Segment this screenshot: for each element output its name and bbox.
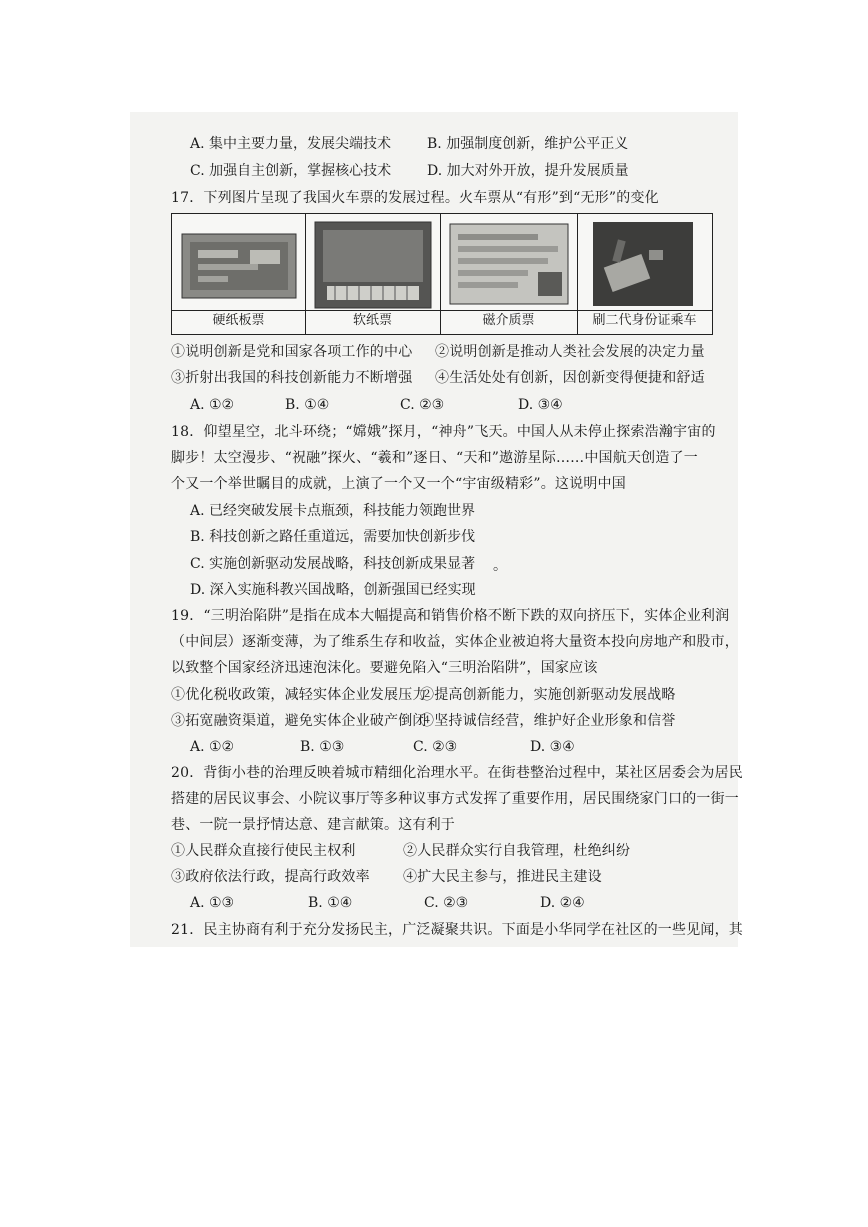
q18-stem-line-3: 个又一个举世瞩目的成就，上演了一个又一个“宇宙级精彩”。这说明中国 (171, 476, 626, 492)
caption-id-card: 刷二代身份证乘车 (592, 313, 697, 328)
q17-statement-4: ④生活处处有创新，因创新变得便捷和舒适 (435, 370, 705, 386)
q19-statement-2: ②提高创新能力，实施创新驱动发展战略 (420, 687, 676, 703)
q20-stem-line-2: 搭建的居民议事会、小院议事厅等多种议事方式发挥了重要作用，居民围绕家门口的一街一 (171, 791, 739, 807)
caption-divider (440, 310, 577, 311)
hard-card-ticket-image (180, 220, 298, 302)
caption-hard-card: 硬纸板票 (212, 313, 265, 328)
q18-stem-line-2: 脚步！太空漫步、“祝融”探火、“羲和”逐日、“天和”遨游星际……中国航天创造了一 (171, 450, 698, 466)
q19-statement-4: ④坚持诚信经营，维护好企业形象和信誉 (420, 713, 676, 729)
q19-choice-a: A. ①② (190, 739, 235, 755)
caption-magnetic: 磁介质票 (482, 313, 535, 328)
q18-option-c: C. 实施创新驱动发展战略，科技创新成果显著 (190, 556, 476, 572)
ticket-cell-2 (305, 214, 441, 334)
soft-paper-ticket-image (313, 220, 433, 310)
q17-statement-2: ②说明创新是推动人类社会发展的决定力量 (435, 344, 705, 360)
q20-statement-2: ②人民群众实行自我管理，杜绝纠纷 (403, 843, 631, 859)
q16-option-a: A. 集中主要力量，发展尖端技术 (190, 136, 392, 152)
q17-statement-3: ③折射出我国的科技创新能力不断增强 (171, 370, 413, 386)
q17-stem: 17．下列图片呈现了我国火车票的发展过程。火车票从“有形”到“无形”的变化 (171, 190, 659, 206)
stray-mark: 。 (493, 558, 507, 574)
q18-option-a: A. 已经突破发展卡点瓶颈，科技能力领跑世界 (190, 503, 476, 519)
q20-choice-d: D. ②④ (540, 895, 585, 911)
q20-stem-line-3: 巷、一院一景抒情达意、建言献策。这有利于 (171, 817, 455, 833)
id-card-scan-image (585, 220, 701, 306)
caption-divider (577, 310, 712, 311)
q19-stem-line-1: 19．“三明治陷阱”是指在成本大幅提高和销售价格不断下跌的双向挤压下，实体企业利润 (171, 608, 730, 624)
q16-option-d: D. 加大对外开放，提升发展质量 (427, 163, 629, 179)
q17-statement-1: ①说明创新是党和国家各项工作的中心 (171, 344, 413, 360)
q19-choice-d: D. ③④ (530, 739, 575, 755)
q19-statement-3: ③拓宽融资渠道，避免实体企业破产倒闭 (171, 713, 427, 729)
ticket-cell-4 (577, 214, 712, 334)
q20-choice-a: A. ①③ (190, 895, 235, 911)
q17-choice-a: A. ①② (190, 397, 235, 413)
q20-choice-c: C. ②③ (424, 895, 469, 911)
q18-option-b: B. 科技创新之路任重道远，需要加快创新步伐 (190, 529, 476, 545)
ticket-cell-3 (440, 214, 578, 334)
q19-stem-line-3: 以致整个国家经济迅速泡沫化。要避免陷入“三明治陷阱”，国家应该 (171, 660, 598, 676)
caption-divider (305, 310, 440, 311)
q18-option-d: D. 深入实施科教兴国战略，创新强国已经实现 (190, 582, 476, 598)
magnetic-ticket-image (448, 220, 570, 306)
q20-statement-4: ④扩大民主参与，推进民主建设 (403, 869, 602, 885)
q16-option-c: C. 加强自主创新，掌握核心技术 (190, 163, 392, 179)
q19-choice-b: B. ①③ (300, 739, 345, 755)
caption-divider (172, 310, 305, 311)
q19-stem-line-2: （中间层）逐渐变薄，为了维系生存和收益，实体企业被迫将大量资本投向房地产和股市， (171, 634, 739, 650)
q21-stem-line-1: 21．民主协商有利于充分发扬民主，广泛凝聚共识。下面是小华同学在社区的一些见闻，其 (171, 922, 744, 938)
q17-choice-c: C. ②③ (400, 397, 445, 413)
q17-choice-d: D. ③④ (518, 397, 563, 413)
q20-statement-1: ①人民群众直接行使民主权利 (171, 843, 356, 859)
caption-soft-paper: 软纸票 (352, 313, 392, 328)
ticket-figure (171, 213, 713, 335)
q20-choice-b: B. ①④ (308, 895, 353, 911)
q18-stem-line-1: 18．仰望星空，北斗环绕；“嫦娥”探月，“神舟”飞天。中国人从未停止探索浩瀚宇宙的 (171, 424, 716, 440)
q19-statement-1: ①优化税收政策，减轻实体企业发展压力 (171, 687, 427, 703)
q20-statement-3: ③政府依法行政，提高行政效率 (171, 869, 370, 885)
q20-stem-line-1: 20．背街小巷的治理反映着城市精细化治理水平。在街巷整治过程中，某社区居委会为居民 (171, 765, 744, 781)
q19-choice-c: C. ②③ (413, 739, 458, 755)
q16-option-b: B. 加强制度创新，维护公平正义 (427, 136, 629, 152)
ticket-cell-1 (172, 214, 306, 334)
q17-choice-b: B. ①④ (285, 397, 330, 413)
